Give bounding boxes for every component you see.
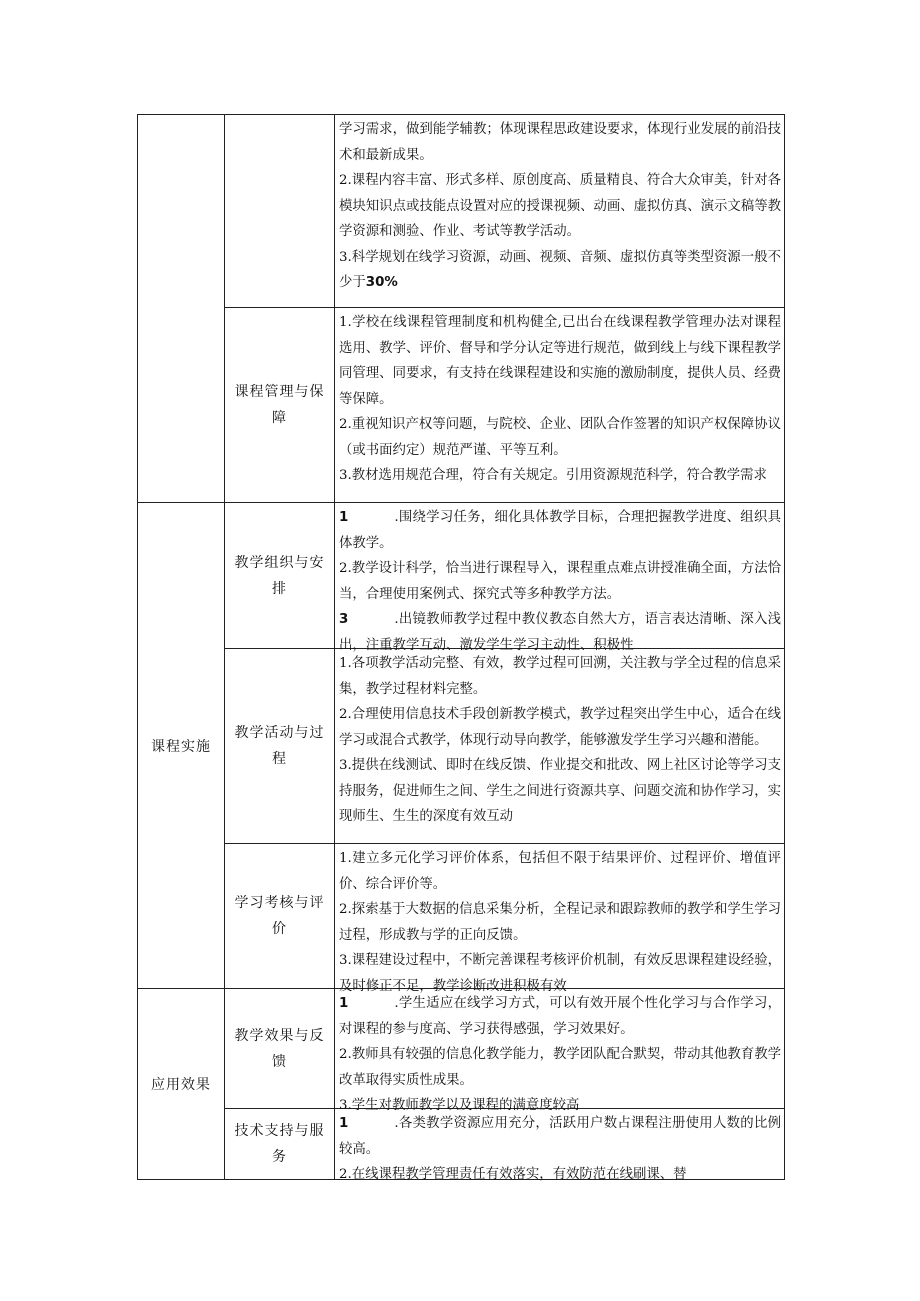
criteria-clip <box>339 1111 781 1182</box>
criteria-clip <box>339 310 781 499</box>
row-label-organization: 教学组织与安排 <box>225 503 335 649</box>
table-row <box>138 115 785 308</box>
criteria-item <box>339 245 781 296</box>
criteria-cell-activities <box>335 649 785 844</box>
item-number: 3 <box>339 612 349 627</box>
criteria-item: 2.教学设计科学，恰当进行课程导入，课程重点难点讲授准确全面，方法恰当，合理使用案例式、探究式等多种教学方法。 <box>339 561 781 602</box>
criteria-clip <box>339 991 781 1113</box>
criteria-cell-resources <box>335 115 785 308</box>
row-label-activities: 教学活动与过程 <box>225 649 335 844</box>
criteria-item: 3.课程建设过程中，不断完善课程考核评价机制，有效反思课程建设经验，及时修正不足，教学诊断改进积极有效 <box>339 953 781 994</box>
table-row <box>138 503 785 649</box>
criteria-cell-organization <box>335 503 785 653</box>
group-label-application: 应用效果 <box>138 989 225 1180</box>
table-row <box>138 1109 785 1180</box>
row-label-support: 技术支持与服务 <box>225 1109 335 1180</box>
table-row <box>138 308 785 503</box>
item-number: 1 <box>339 996 349 1011</box>
row-label-effect: 教学效果与反馈 <box>225 989 335 1109</box>
criteria-clip <box>339 846 781 994</box>
criteria-item: 2.在线课程教学管理责任有效落实，有效防范在线刷课、替 <box>339 1167 687 1182</box>
row-label-management: 课程管理与保障 <box>225 308 335 503</box>
criteria-cell-assessment <box>335 844 785 994</box>
label-cell-empty <box>225 115 335 308</box>
criteria-item: 3.教材选用规范合理，符合有关规定。引用资源规范科学，符合教学需求 <box>339 468 767 483</box>
criteria-item: 1.各项教学活动完整、有效，教学过程可回溯，关注教与学全过程的信息采集，教学过程材料完整。 <box>339 656 781 697</box>
criteria-item: 3.学生对教师教学以及课程的满意度较高 <box>339 1098 580 1113</box>
group-cell-empty <box>138 115 225 503</box>
criteria-text: .围绕学习任务，细化具体教学目标，合理把握教学进度、组织具体教学。 <box>339 510 781 551</box>
table-row <box>138 844 785 989</box>
criteria-item: 2.探索基于大数据的信息采集分析，全程记录和跟踪教师的教学和学生学习过程，形成教与学的正向反馈。 <box>339 902 781 943</box>
criteria-clip <box>339 651 781 840</box>
criteria-item: 2.重视知识产权等问题，与院校、企业、团队合作签署的知识产权保障协议（或书面约定）规范严谨、平等互利。 <box>339 417 781 458</box>
criteria-cell-management <box>335 308 785 503</box>
criteria-cell-effect <box>335 989 785 1113</box>
criteria-item <box>339 991 781 1042</box>
item-number: 1 <box>339 1116 349 1131</box>
criteria-item <box>339 1111 781 1162</box>
item-number: 1 <box>339 510 349 525</box>
criteria-text: 3.科学规划在线学习资源，动画、视频、音频、虚拟仿真等类型资源一般不少于 <box>339 249 781 290</box>
evaluation-table <box>137 114 785 1180</box>
group-label-implementation: 课程实施 <box>138 503 225 989</box>
row-label-assessment: 学习考核与评价 <box>225 844 335 989</box>
criteria-item: 2.合理使用信息技术手段创新教学模式，教学过程突出学生中心，适合在线学习或混合式教学，体现行动导向教学，能够激发学生学习兴趣和潜能。 <box>339 707 781 748</box>
criteria-clip <box>339 505 781 653</box>
criteria-item <box>339 505 781 556</box>
percentage-value: 30% <box>365 275 398 290</box>
criteria-item: 3.提供在线测试、即时在线反馈、作业提交和批改、网上社区讨论等学习支持服务，促进师生之间、学生之间进行资源共享、问题交流和协作学习，实现师生、生生的深度有效互动 <box>339 758 781 824</box>
criteria-item: 2.教师具有较强的信息化教学能力，教学团队配合默契，带动其他教育教学改革取得实质性成果。 <box>339 1047 781 1088</box>
criteria-item: 2.课程内容丰富、形式多样、原创度高、质量精良、符合大众审美，针对各模块知识点或技能点设置对应的授课视频、动画、虚拟仿真、演示文稿等教学资源和测验、作业、考试等教学活动。 <box>339 173 781 239</box>
table-row <box>138 989 785 1109</box>
criteria-item: 1.学校在线课程管理制度和机构健全,已出台在线课程教学管理办法对课程选用、教学、评价、督导和学分认定等进行规范，做到线上与线下课程教学同管理、同要求，有支持在线课程建设和实施的激励制度，提供人员、经费等保障。 <box>339 315 781 407</box>
criteria-text: .学生适应在线学习方式，可以有效开展个性化学习与合作学习，对课程的参与度高、学习获得感强，学习效果好。 <box>339 996 781 1037</box>
criteria-text: .各类教学资源应用充分，活跃用户数占课程注册使用人数的比例较高。 <box>339 1116 781 1157</box>
table-row <box>138 649 785 844</box>
criteria-item: 学习需求，做到能学辅教；体现课程思政建设要求，体现行业发展的前沿技术和最新成果。 <box>339 122 781 163</box>
criteria-cell-support <box>335 1109 785 1180</box>
criteria-item: 1.建立多元化学习评价体系，包括但不限于结果评价、过程评价、增值评价、综合评价等。 <box>339 851 781 892</box>
criteria-text: .出镜教师教学过程中教仪教态自然大方，语言表达清晰、深入浅出，注重教学互动、激发学生学习主动性、积极性 <box>339 612 781 653</box>
